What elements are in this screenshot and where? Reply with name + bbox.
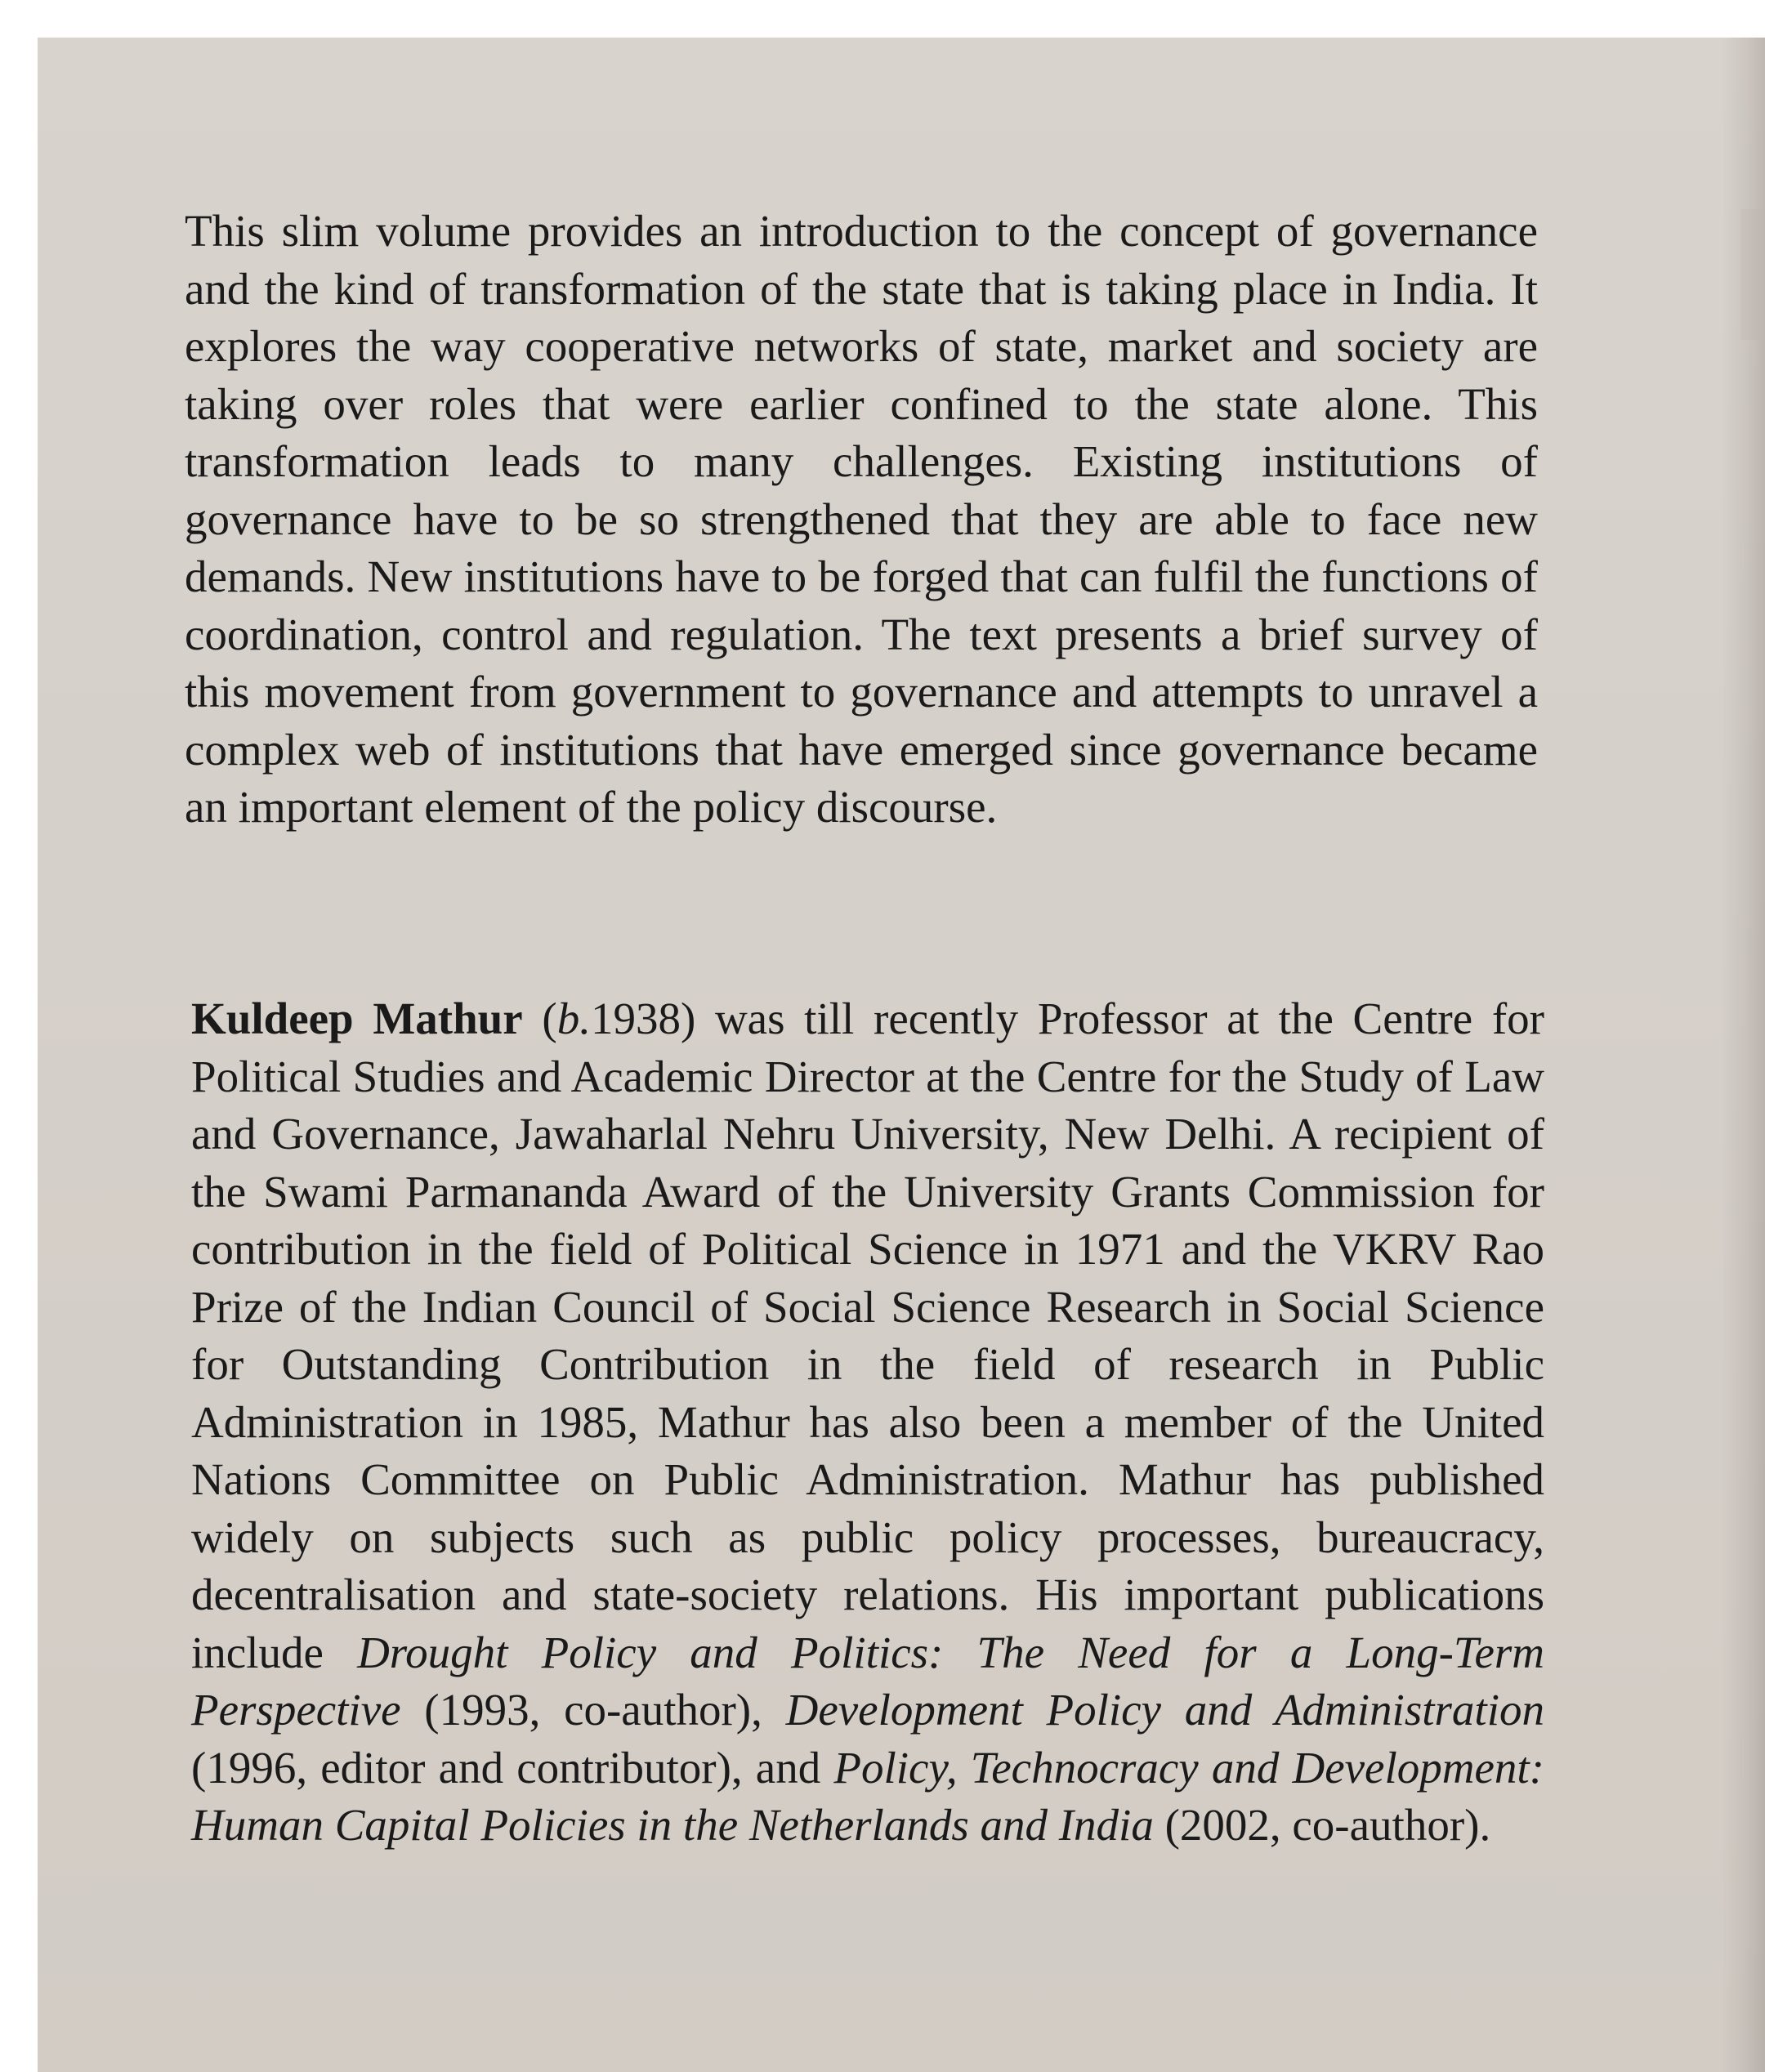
bio-text-4: (2002, co-author). [1153,1800,1491,1850]
book-title-3: Policy, Technocracy and Development: Human Capital Policies in the Netherlands and India [191,1742,1544,1850]
bio-text-3: (1996, editor and contributor), and [191,1742,834,1793]
book-title-1: Drought Policy and Politics: The Need for a Long-Term Perspective [191,1627,1544,1735]
book-blurb-paragraph: This slim volume provides an introduction to the concept of governance and the kind of transformation of the state that is taking place in India. It explores the way cooperative networks of state, market and society are taking over roles that were earlier confined to the state alone. This transformation leads to many challenges. Existing institutions of governance have to be so strengthened that they are able to face new demands. New institutions have to be forged that can fulfil the functions of coordination, control and regulation. The text presents a brief survey of this movement from government to governance and attempts to unravel a complex web of institutions that have emerged since governance became an important element of the policy discourse. [185,206,1538,832]
bio-text-2: (1993, co-author), [400,1685,786,1735]
author-name: Kuldeep Mathur [191,994,523,1043]
page-edge-tab [1740,209,1765,340]
page-edge-shadow [1721,38,1765,2072]
author-bio-paragraph [191,990,1544,1855]
book-title-2: Development Policy and Administration [785,1685,1544,1735]
birth-year: 1938 [590,994,681,1043]
bio-text-1: ) was till recently Professor at the Centre for Political Studies and Academic Director at the Centre for the Study of Law and Governance, Jawaharlal Nehru University, New Delhi. A recipient of the Swami Parmananda Award of the University Grants Commission for contribution in the field of Political Science in 1971 and the VKRV Rao Prize of the Indian Council of Social Science Research in Social Science for Outstanding Contribution in the field of research in Public Administration in 1985, Mathur has also been a member of the United Nations Committee on Public Administration. Mathur has published widely on subjects such as public policy processes, bureaucracy, decentralisation and state-society relations. His important publications include [191,994,1544,1677]
bio-open-paren: ( [522,994,557,1043]
born-abbrev: b. [556,994,591,1043]
